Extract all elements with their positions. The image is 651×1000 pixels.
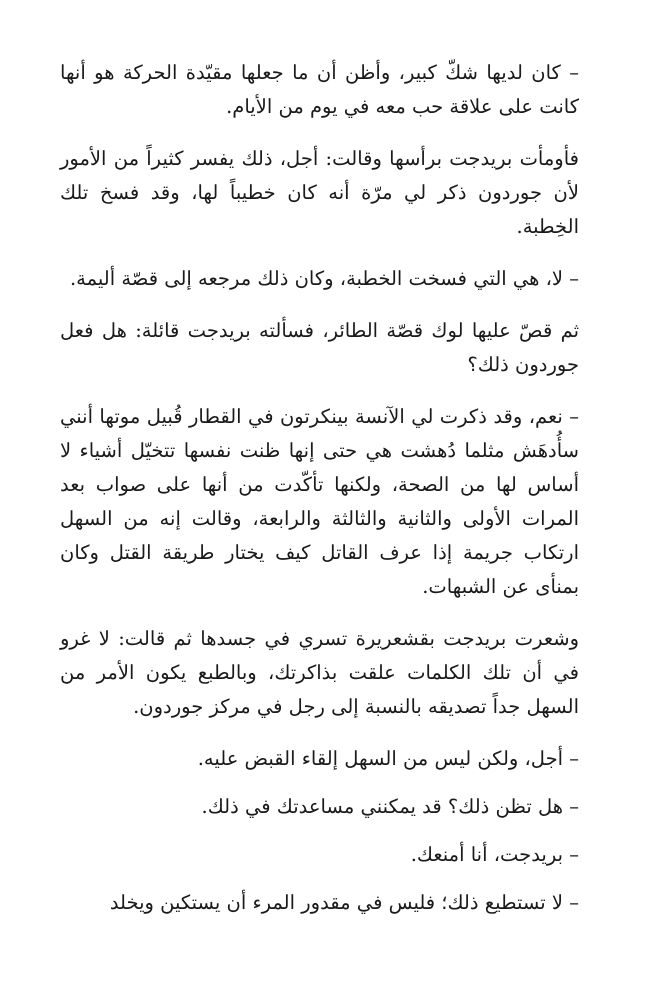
paragraph-6: وشعرت بريدجت بقشعريرة تسري في جسدها ثم قالت: لا غرو في أن تلك الكلمات علقت بذاكرتك، وبالطبع يكون الأمر من السهل جداً تصديقه بالنسبة إلى رجل في مركز جوردون.	[60, 627, 579, 718]
paragraph-5: – نعم، وقد ذكرت لي الآنسة بينكرتون في القطار قُبيل موتها أنني سأُدهَش مثلما دُهشت هي حتى إنها ظنت نفسها تتخيّل أشياء لا أساس لها من الصحة، ولكنها تأكّدت من أنها على صواب بعد المرات الأولى والثانية والثالثة والرابعة، وقالت إنه من السهل ارتكاب جريمة إذا عرف القاتل كيف يختار طريقة القتل وكان بمنأى عن الشبهات.	[60, 405, 579, 598]
paragraph-2: فأومأت بريدجت برأسها وقالت: أجل، ذلك يفسر كثيراً من الأمور لأن جوردون ذكر لي مرّة أنه كان خطيباً لها، وقد فسخ تلك الخِطبة.	[60, 147, 579, 238]
paragraph-3: – لا، هي التي فسخت الخطبة، وكان ذلك مرجعه إلى قصّة أليمة.	[69, 267, 579, 290]
paragraph-7: – أجل، ولكن ليس من السهل إلقاء القبض عليه.	[197, 747, 579, 770]
paragraph-10: – لا تستطيع ذلك؛ فليس في مقدور المرء أن يستكين ويخلد	[109, 891, 579, 914]
paragraph-4: ثم قصّ عليها لوك قصّة الطائر، فسألته بريدجت قائلة: هل فعل جوردون ذلك؟	[60, 319, 579, 376]
paragraph-8: – هل تظن ذلك؟ قد يمكنني مساعدتك في ذلك.	[201, 795, 579, 818]
paragraph-1: – كان لديها شكّ كبير، وأظن أن ما جعلها مقيّدة الحركة هو أنها كانت على علاقة حب معه في يوم من الأيام.	[60, 61, 579, 118]
paragraph-9: – بريدجت، أنا أمنعك.	[410, 843, 579, 866]
